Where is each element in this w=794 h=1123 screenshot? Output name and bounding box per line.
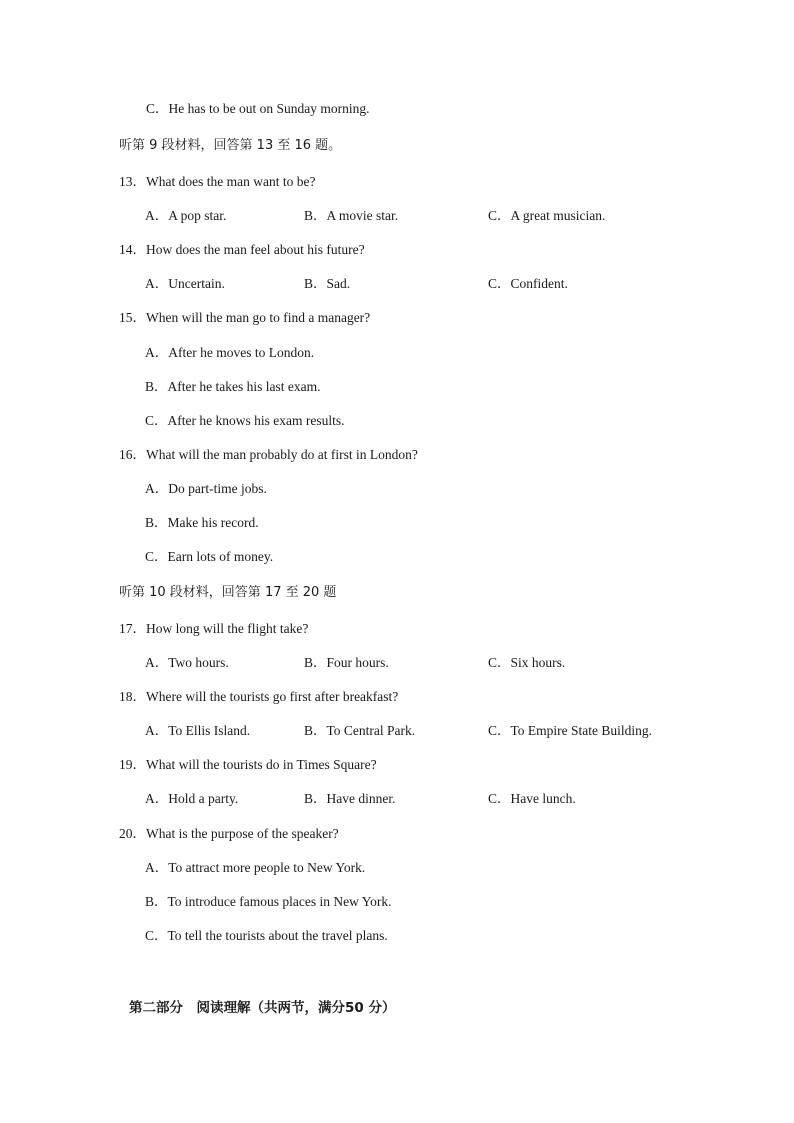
question-15-option-c: C．After he knows his exam results. — [145, 413, 345, 428]
question-18-option-c: C．To Empire State Building. — [488, 723, 653, 738]
question-19-option-a: A．Hold a party. — [145, 791, 239, 806]
question-14-stem: 14．How does the man feel about his future? — [119, 242, 365, 257]
question-18-option-b: B．To Central Park. — [304, 723, 416, 738]
question-19-option-c: C．Have lunch. — [488, 791, 576, 806]
question-20-stem: 20．What is the purpose of the speaker? — [119, 826, 339, 841]
question-15-stem: 15．When will the man go to find a manager? — [119, 310, 371, 325]
question-20-option-a: A．To attract more people to New York. — [145, 860, 366, 875]
question-15-option-b: B．After he takes his last exam. — [145, 379, 321, 394]
question-14-option-c: C．Confident. — [488, 276, 568, 291]
question-16-option-c: C．Earn lots of money. — [145, 549, 274, 564]
question-13-option-b: B．A movie star. — [304, 208, 399, 223]
question-17-option-a: A．Two hours. — [145, 655, 229, 670]
prev-question-option-c: C．He has to be out on Sunday morning. — [146, 101, 370, 116]
question-20-option-b: B．To introduce famous places in New York. — [145, 894, 392, 909]
question-14-option-a: A．Uncertain. — [145, 276, 225, 291]
question-17-stem: 17．How long will the flight take? — [119, 621, 309, 636]
question-19-stem: 19．What will the tourists do in Times Square? — [119, 757, 377, 772]
question-16-stem: 16．What will the man probably do at first in London? — [119, 447, 418, 462]
question-19-option-b: B．Have dinner. — [304, 791, 396, 806]
question-18-stem: 18．Where will the tourists go first after breakfast? — [119, 689, 399, 704]
section-9-heading: 听第 9 段材料，回答第 13 至 16 题。 — [119, 138, 342, 153]
question-15-option-a: A．After he moves to London. — [145, 345, 315, 360]
question-14-option-b: B．Sad. — [304, 276, 351, 291]
question-17-option-c: C．Six hours. — [488, 655, 566, 670]
question-13-stem: 13．What does the man want to be? — [119, 174, 316, 189]
section-10-heading: 听第 10 段材料，回答第 17 至 20 题 — [119, 585, 337, 600]
question-13-option-c: C．A great musician. — [488, 208, 606, 223]
question-18-option-a: A．To Ellis Island. — [145, 723, 251, 738]
question-20-option-c: C．To tell the tourists about the travel plans. — [145, 928, 388, 943]
question-16-option-a: A．Do part-time jobs. — [145, 481, 267, 496]
question-16-option-b: B．Make his record. — [145, 515, 259, 530]
part-2-title: 第二部分 阅读理解（共两节，满分50 分） — [129, 1000, 396, 1016]
question-13-option-a: A．A pop star. — [145, 208, 227, 223]
question-17-option-b: B．Four hours. — [304, 655, 389, 670]
